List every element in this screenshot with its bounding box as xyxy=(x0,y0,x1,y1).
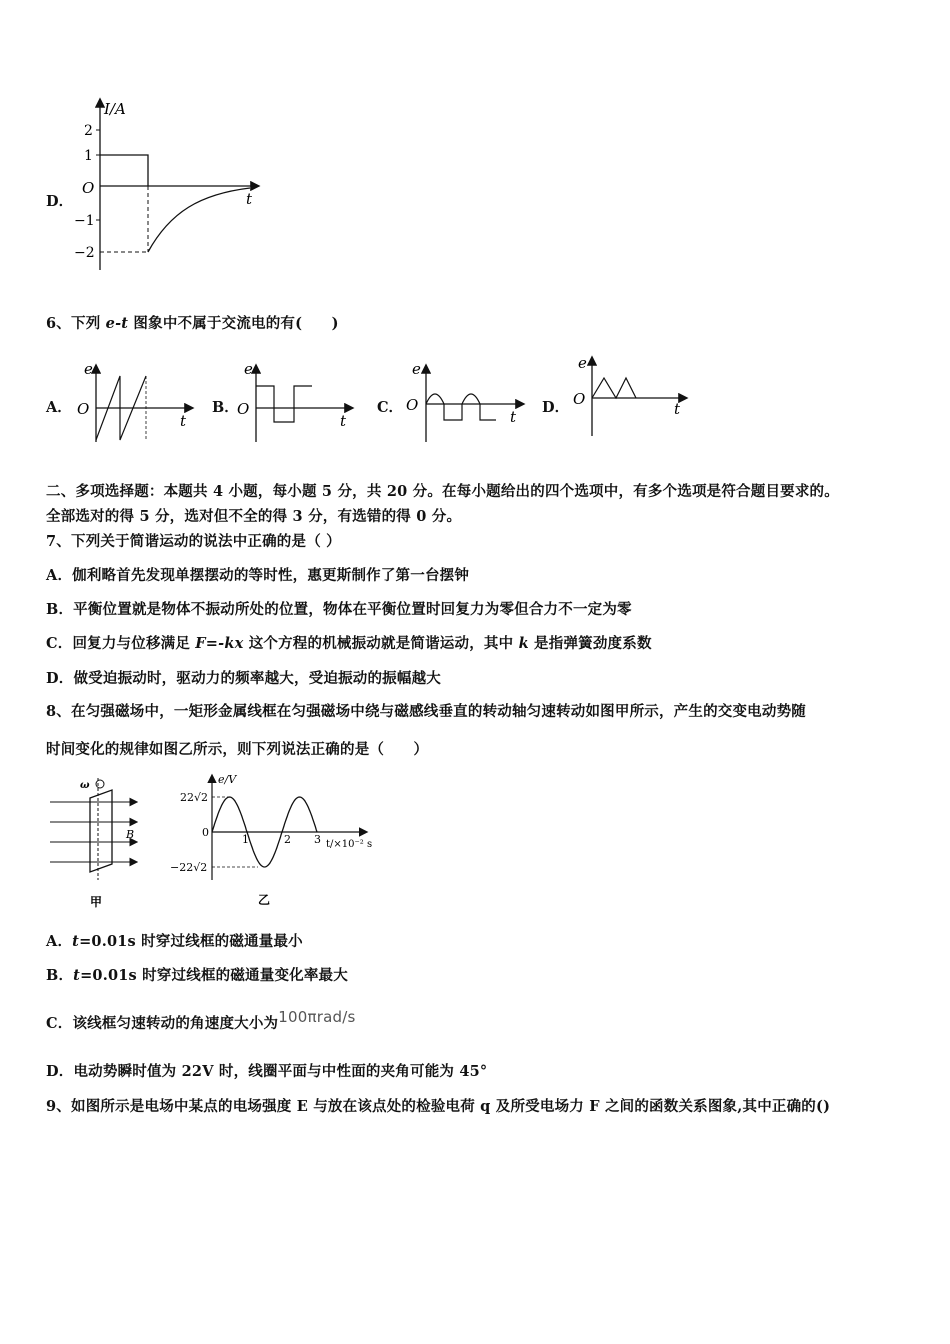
x-tick-label: 3 xyxy=(314,833,321,846)
section2-heading-line2: 全部选对的得 5 分，选对但不全的得 3 分，有选错的得 0 分。 xyxy=(46,508,462,525)
angular-speed-formula: 100πrad/s xyxy=(278,1008,356,1026)
x-tick-label: 1 xyxy=(242,833,249,846)
q7-option-c: C．回复力与位移满足 F=-kx 这个方程的机械振动就是简谐运动，其中 k 是指弹簧劲度系数 xyxy=(46,635,652,652)
q7-option-a: A．伽利略首先发现单摆摆动的等时性，惠更斯制作了第一台摆钟 xyxy=(46,567,470,584)
half-wave xyxy=(426,394,496,420)
q6-option-b-graph xyxy=(232,358,357,446)
q6-option-c-graph xyxy=(398,358,528,446)
t-label: t xyxy=(180,412,187,430)
y-min-label: −22√2 xyxy=(170,861,208,874)
t-label: t xyxy=(510,408,517,426)
field-lines xyxy=(50,802,136,862)
tick-label: −1 xyxy=(74,213,95,229)
q6-option-d-label: D． xyxy=(542,399,570,416)
x-axis-label: t/×10⁻² s xyxy=(326,839,373,850)
q8-figure-jia xyxy=(44,772,154,912)
y-max-label: 22√2 xyxy=(180,791,209,804)
q6-option-c-label: C． xyxy=(377,399,404,416)
origin-label: 0 xyxy=(202,826,209,839)
e-label: e xyxy=(244,360,253,378)
q7-stem: 7、下列关于简谐运动的说法中正确的是（ ） xyxy=(46,533,341,550)
q8-option-c: C．该线框匀速转动的角速度大小为100πrad/s xyxy=(46,1008,356,1032)
section2-heading-line1: 二、多项选择题：本题共 4 小题，每小题 5 分，共 20 分。在每小题给出的四个选项中，有多个选项是符合题目要求的。 xyxy=(46,483,839,500)
q8-option-d: D．电动势瞬时值为 22V 时，线圈平面与中性面的夹角可能为 45° xyxy=(46,1063,488,1080)
e-label: e xyxy=(578,354,587,372)
tick-label: 2 xyxy=(84,123,93,139)
q8-option-b: B．t=0.01s 时穿过线框的磁通量变化率最大 xyxy=(46,967,348,984)
origin-label: O xyxy=(82,179,95,197)
y-axis-label: e/V xyxy=(218,773,237,786)
x-axis-label: t xyxy=(246,190,253,208)
q9-stem: 9、如图所示是电场中某点的电场强度 E 与放在该点处的检验电荷 q 及所受电场力 F 之间的函数关系图象,其中正确的() xyxy=(46,1098,831,1115)
b-label: B xyxy=(126,828,135,841)
q7-option-d: D．做受迫振动时，驱动力的频率越大，受迫振动的振幅越大 xyxy=(46,670,441,687)
current-positive-segment xyxy=(100,155,148,186)
origin-label: O xyxy=(573,390,586,408)
e-label: e xyxy=(412,360,421,378)
q5-option-d-label: D． xyxy=(46,193,74,210)
tick-label: 1 xyxy=(84,148,93,164)
omega-label: ω xyxy=(80,780,90,791)
q8-option-a: A．t=0.01s 时穿过线框的磁通量最小 xyxy=(46,933,303,950)
t-label: t xyxy=(340,412,347,430)
origin-label: O xyxy=(406,396,419,414)
q7-option-b: B．平衡位置就是物体不振动所处的位置，物体在平衡位置时回复力为零但合力不一定为零 xyxy=(46,601,632,618)
triangle-wave xyxy=(592,378,636,398)
caption-yi: 乙 xyxy=(258,893,271,907)
decay-curve xyxy=(148,188,250,252)
q6-option-b-label: B． xyxy=(212,399,239,416)
t-label: t xyxy=(674,400,681,418)
origin-label: O xyxy=(237,400,250,418)
q8-stem-line2: 时间变化的规律如图乙所示，则下列说法正确的是（ ） xyxy=(46,741,429,758)
q6-option-a-graph xyxy=(72,358,197,446)
e-label: e xyxy=(84,360,93,378)
q6-option-d-graph xyxy=(566,352,691,440)
y-axis-label: I/A xyxy=(104,100,126,118)
q8-figure-yi xyxy=(166,770,381,910)
x-tick-label: 2 xyxy=(284,833,291,846)
square-wave xyxy=(256,386,312,422)
q5d-current-graph xyxy=(60,92,280,277)
origin-label: O xyxy=(77,400,90,418)
tick-label: −2 xyxy=(74,245,95,261)
q6-stem: 6、下列 e-t 图象中不属于交流电的有( ) xyxy=(46,315,339,332)
q6-option-a-label: A． xyxy=(46,399,72,416)
q8-stem-line1: 8、在匀强磁场中，一矩形金属线框在匀强磁场中绕与磁感线垂直的转动轴匀速转动如图甲所示，产生的交变电动势随 xyxy=(46,703,806,720)
caption-jia: 甲 xyxy=(90,895,103,909)
